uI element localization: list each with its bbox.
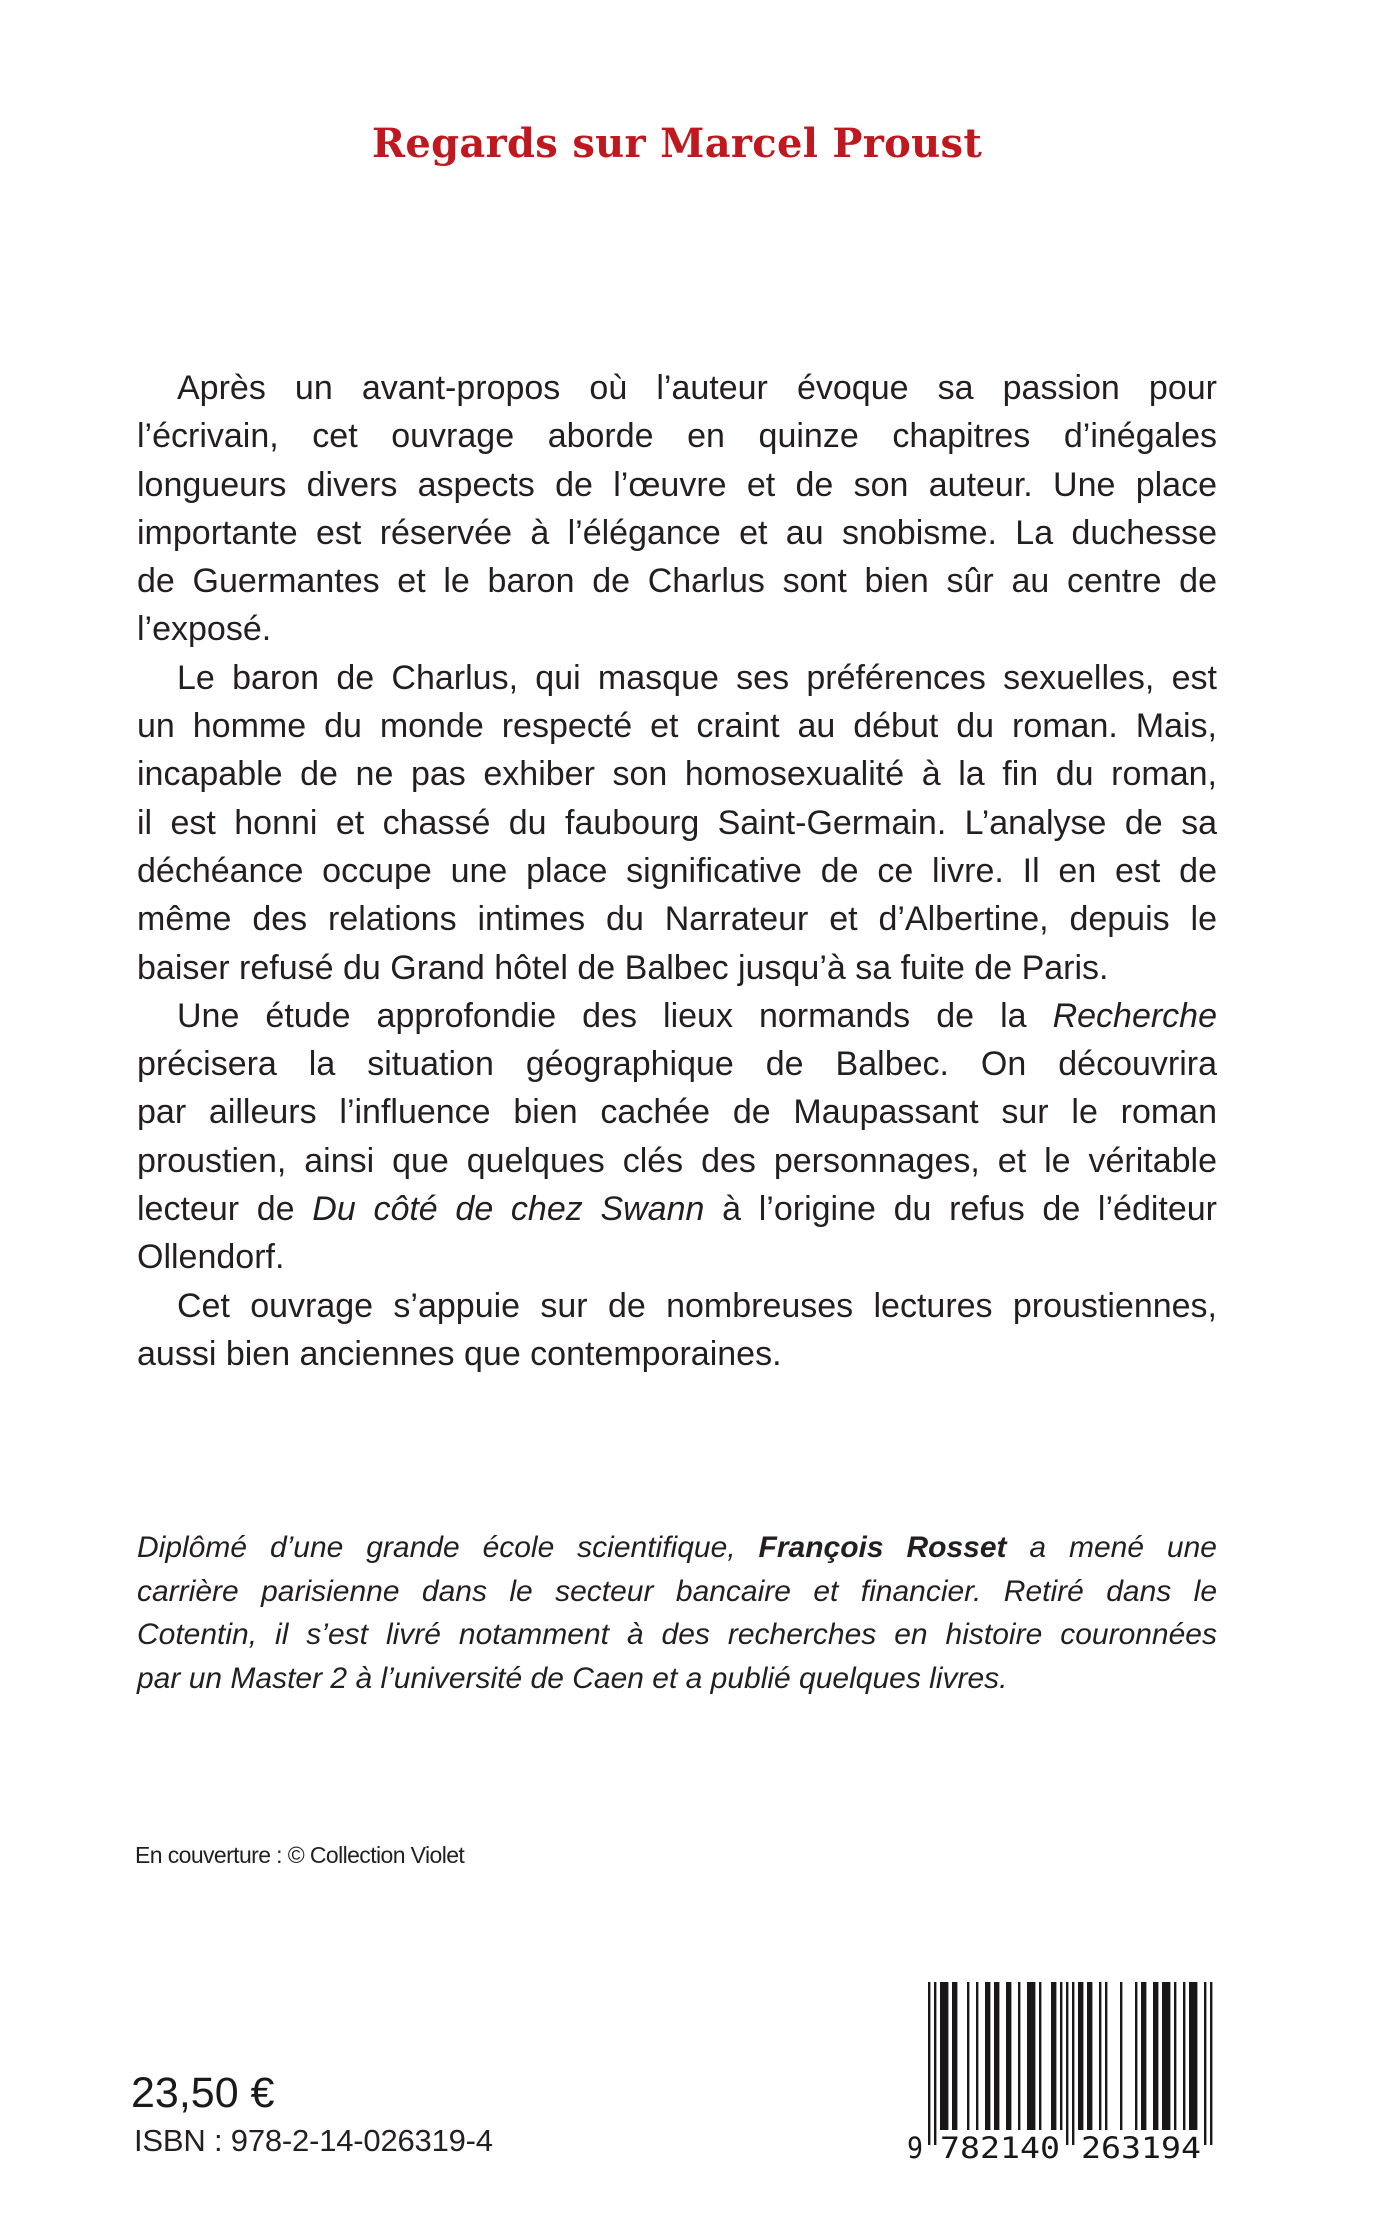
text-run: par un Master 2 à l’université de Caen et a publié quelques livres.: [137, 1662, 1008, 1696]
barcode-bar: [1060, 1982, 1062, 2130]
text-run: même des relations intimes du Narrateur et d’Albertine, depuis le: [137, 900, 1217, 939]
barcode-bar: [994, 1982, 999, 2130]
synopsis-line: [137, 654, 1217, 702]
text-run: a mené une: [1006, 1531, 1217, 1564]
text-run: l’écrivain, cet ouvrage aborde en quinze chapitres d’inégales: [137, 417, 1217, 456]
barcode-bar: [967, 1982, 969, 2130]
barcode-digits: 9: [907, 2131, 923, 2165]
bio-line: [137, 1570, 1217, 1614]
barcode-bar: [1039, 1982, 1041, 2130]
line-text: [137, 799, 1217, 847]
isbn: ISBN : 978-2-14-026319-4: [134, 2123, 493, 2158]
barcode-bar: [1120, 1982, 1122, 2130]
text-run: à l’origine du refus de l’éditeur: [704, 1190, 1218, 1229]
line-text: [137, 557, 1217, 605]
synopsis-line: [137, 702, 1217, 750]
cover-credit: En couverture : © Collection Violet: [135, 1842, 465, 1868]
line-text: [137, 1330, 782, 1378]
text-run: Une étude approfondie des lieux normands de la: [177, 996, 1053, 1035]
synopsis-line: [137, 1137, 1217, 1185]
synopsis-line: [137, 412, 1217, 460]
author-name: François Rosset: [758, 1531, 1007, 1564]
synopsis-line: [137, 1282, 1217, 1330]
author-bio: [137, 1526, 1217, 1701]
barcode-guard-bar: [934, 1982, 936, 2145]
line-text: [137, 1657, 1008, 1701]
bio-line: [137, 1526, 1217, 1570]
text-run: précisera la situation géographique de Balbec. On découvrira: [137, 1045, 1217, 1084]
line-text: [177, 1282, 1217, 1330]
barcode-bar: [940, 1982, 948, 2130]
synopsis-line: [137, 461, 1217, 509]
synopsis-line: [137, 750, 1217, 798]
barcode-bar: [952, 1982, 957, 2130]
text-run: lecteur de: [137, 1190, 313, 1229]
barcode-bar: [1135, 1982, 1137, 2130]
synopsis-line: [137, 364, 1217, 412]
barcode-bar: [1105, 1982, 1107, 2130]
line-text: [177, 654, 1217, 702]
line-text: [137, 1526, 1217, 1570]
synopsis-line: [137, 605, 1217, 653]
bio-line: [137, 1657, 1217, 1701]
line-text: [137, 1185, 1217, 1233]
line-text: [137, 944, 1108, 992]
line-text: [137, 461, 1217, 509]
barcode-bar: [985, 1982, 990, 2130]
synopsis-line: [137, 895, 1217, 943]
line-text: [177, 364, 1217, 412]
book-title: Regards sur Marcel Proust: [371, 120, 983, 167]
line-text: [137, 750, 1217, 798]
barcode-bar: [1006, 1982, 1011, 2130]
synopsis-line: [137, 992, 1217, 1040]
barcode-bar: [1099, 1982, 1101, 2130]
barcode-digits: 782140: [940, 2131, 1060, 2165]
barcode-guard-bar: [1210, 1982, 1212, 2145]
barcode-bar: [1051, 1982, 1056, 2130]
text-run: carrière parisienne dans le secteur bancaire et financier. Retiré dans le: [137, 1574, 1217, 1608]
text-run: Après un avant-propos où l’auteur évoque sa passion pour: [177, 369, 1217, 407]
text-run: incapable de ne pas exhiber son homosexualité à la fin du roman,: [137, 755, 1217, 794]
synopsis-line: [137, 557, 1217, 605]
synopsis-line: [137, 799, 1217, 847]
barcode-digits: 263194: [1081, 2131, 1201, 2165]
text-run: importante est réservée à l’élégance et au snobisme. La duchesse: [137, 513, 1217, 552]
line-text: [137, 509, 1217, 557]
synopsis-line: [137, 1088, 1217, 1136]
line-text: [137, 1613, 1217, 1657]
barcode-graphic: [900, 1975, 1230, 2175]
text-run: Cotentin, il s’est livré notamment à des recherches en histoire couronnées: [137, 1618, 1217, 1652]
line-text: [137, 702, 1217, 750]
barcode-guard-bar: [928, 1982, 930, 2145]
text-run: par ailleurs l’influence bien cachée de Maupassant sur le roman: [137, 1093, 1217, 1132]
text-run: l’exposé.: [137, 610, 272, 649]
line-text: [137, 605, 271, 653]
price: 23,50 €: [131, 2069, 275, 2117]
barcode-bar: [1174, 1982, 1176, 2130]
text-run: déchéance occupe une place significative de ce livre. Il en est de: [137, 851, 1217, 890]
line-text: [137, 1088, 1217, 1136]
barcode-guard-bar: [1066, 1982, 1068, 2145]
barcode-bar: [1078, 1982, 1083, 2130]
barcode-bar: [1141, 1982, 1146, 2130]
line-text: [137, 1040, 1217, 1088]
text-run: Cet ouvrage s’appuie sur de nombreuses lectures proustiennes,: [177, 1286, 1217, 1325]
text-run: longueurs divers aspects de l’œuvre et de son auteur. Une place: [137, 465, 1217, 504]
text-run: proustien, ainsi que quelques clés des personnages, et le véritable: [137, 1141, 1217, 1180]
text-run: il est honni et chassé du faubourg Saint-Germain. L’analyse de sa: [137, 803, 1217, 842]
barcode-bar: [1162, 1982, 1170, 2130]
synopsis-line: [137, 1233, 1217, 1281]
text-run: aussi bien anciennes que contemporaines.: [137, 1334, 782, 1373]
barcode-bar: [1189, 1982, 1197, 2130]
barcode-bar: [1018, 1982, 1020, 2130]
synopsis-line: [137, 1185, 1217, 1233]
text-run: baiser refusé du Grand hôtel de Balbec jusqu’à sa fuite de Paris.: [137, 948, 1109, 987]
line-text: [137, 1137, 1217, 1185]
line-text: [137, 1570, 1217, 1614]
line-text: [137, 895, 1217, 943]
line-text: [177, 992, 1217, 1040]
text-run: de Guermantes et le baron de Charlus sont bien sûr au centre de: [137, 562, 1217, 601]
text-run: un homme du monde respecté et craint au début du roman. Mais,: [137, 707, 1217, 746]
barcode-bar: [1027, 1982, 1035, 2130]
barcode-bar: [1153, 1982, 1158, 2130]
barcode-bar: [976, 1982, 978, 2130]
barcode-bar: [1183, 1982, 1185, 2130]
barcode-bar: [1087, 1982, 1092, 2130]
barcode-guard-bar: [1204, 1982, 1206, 2145]
bio-line: [137, 1613, 1217, 1657]
synopsis-line: [137, 509, 1217, 557]
synopsis-text: [137, 364, 1217, 1378]
barcode-guard-bar: [1072, 1982, 1074, 2145]
text-run: Le baron de Charlus, qui masque ses préférences sexuelles, est: [177, 658, 1217, 697]
synopsis-line: [137, 1040, 1217, 1088]
text-run: Diplômé d’une grande école scientifique,: [137, 1531, 759, 1564]
synopsis-line: [137, 1330, 1217, 1378]
italic-title: Du côté de chez Swann: [312, 1190, 705, 1229]
italic-title: Recherche: [1052, 996, 1217, 1035]
synopsis-line: [137, 847, 1217, 895]
text-run: Ollendorf.: [137, 1238, 285, 1277]
line-text: [137, 1233, 284, 1281]
line-text: [137, 847, 1217, 895]
synopsis-line: [137, 944, 1217, 992]
line-text: [137, 412, 1217, 460]
barcode: [900, 1975, 1230, 2175]
